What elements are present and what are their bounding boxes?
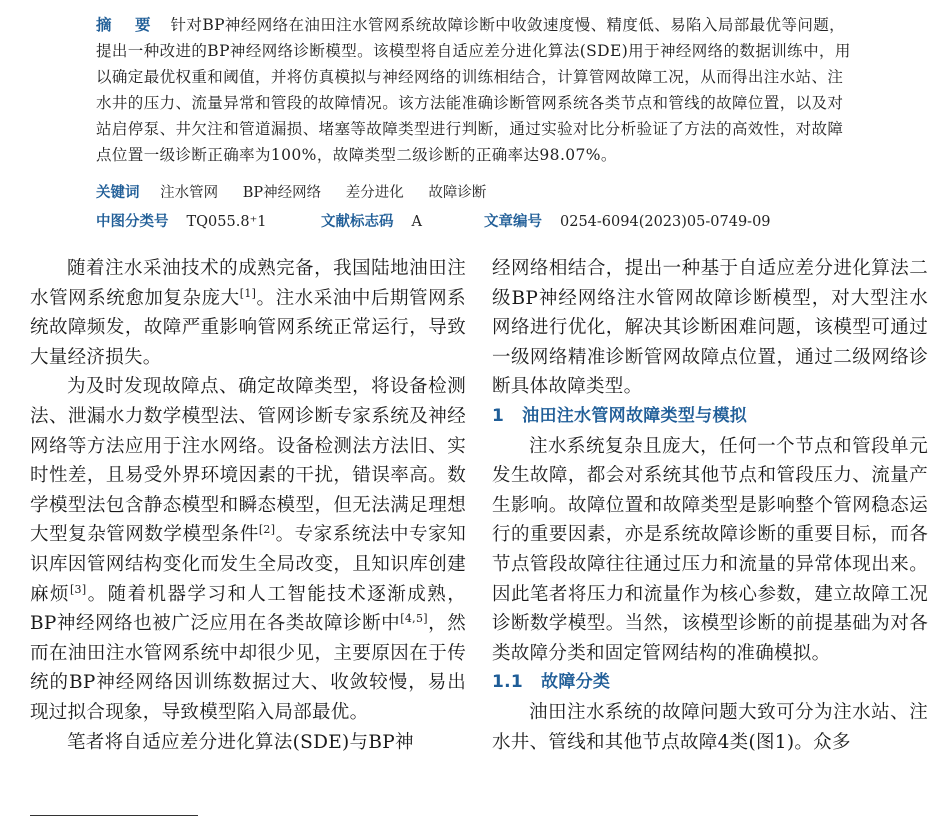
citation: [1]: [239, 286, 257, 300]
citation: [3]: [69, 582, 87, 596]
left-column: [30, 254, 466, 757]
section-title: 油田注水管网故障类型与模拟: [522, 405, 748, 426]
keywords-label: 关键词: [96, 185, 140, 201]
paragraph: 油田注水系统的故障问题大致可分为注水站、注水井、管线和其他节点故障4类(图1)。众多: [492, 701, 928, 753]
article-number-value: 0254-6094(2023)05-0749-09: [560, 214, 771, 230]
doc-code-label: 文献标志码: [321, 214, 394, 230]
doc-code-group: [321, 210, 422, 231]
paragraph: 经网络相结合，提出一种基于自适应差分进化算法二级BP神经网络注水管网故障诊断模型，对大型注水网络进行优化，解决其诊断困难问题，该模型可通过一级网络精准诊断管网故障点位置，通过二级网络诊断具体故障类型。: [492, 258, 928, 398]
right-column: [492, 254, 928, 757]
subsection-heading: [492, 668, 928, 698]
footnote-rule: [30, 815, 198, 816]
clc-label: 中图分类号: [96, 214, 169, 230]
citation: [2]: [258, 523, 276, 537]
keywords: [96, 181, 506, 202]
subsection-title: 故障分类: [541, 672, 611, 693]
paragraph: 随着注水采油技术的成熟完备，我国陆地油田注水管网系统愈加复杂庞大[1]。注水采油中后期管网系统故障频发，故障严重影响管网系统正常运行，导致大量经济损失。: [30, 258, 466, 368]
paragraph: 笔者将自适应差分进化算法(SDE)与BP神: [67, 731, 414, 753]
keyword-item: 注水管网: [160, 185, 219, 201]
section-heading: [492, 402, 928, 432]
article-number-label: 文章编号: [484, 214, 542, 230]
abstract-text: 针对BP神经网络在油田注水管网系统故障诊断中收敛速度慢、精度低、易陷入局部最优等问题，提出一种改进的BP神经网络诊断模型。该模型将自适应差分进化算法(SDE)用于神经网络的数据训练中，用以确定最优权重和阈值，并将仿真模拟与神经网络的训练相结合，计算管网故障工况，从而得出注水站、注水井的压力、流量异常和管段的故障情况。该方法能准确诊断管网系统各类节点和管线的故障位置，以及对站启停泵、井欠注和管道漏损、堵塞等故障类型进行判断，通过实验对比分析验证了方法的高效性，对故障点位置一级诊断正确率为100%，故障类型二级诊断的正确率达98.07%。: [96, 16, 851, 164]
clc-value: TQ055.8⁺1: [186, 214, 267, 230]
abstract-label: 摘 要: [96, 16, 155, 34]
doc-code-value: A: [411, 214, 422, 230]
paragraph: 注水系统复杂且庞大，任何一个节点和管段单元发生故障，都会对系统其他节点和管段压力、流量产生影响。故障位置和故障类型是影响整个管网稳态运行的重要因素，亦是系统故障诊断的重要目标，而各节点管段故障往往通过压力和流量的异常体现出来。因此笔者将压力和流量作为核心参数，建立故障工况诊断数学模型。当然，该模型诊断的前提基础为对各类故障分类和固定管网结构的准确模拟。: [492, 435, 928, 664]
subsection-number: 1.1: [492, 672, 524, 693]
keyword-item: 故障诊断: [428, 185, 487, 201]
keyword-item: BP神经网络: [242, 185, 322, 201]
keyword-item: 差分进化: [345, 185, 404, 201]
clc-group: [96, 210, 266, 231]
article-number-group: [484, 210, 771, 231]
paragraph: 为及时发现故障点、确定故障类型，将设备检测法、泄漏水力数学模型法、管网诊断专家系统及神经网络等方法应用于注水网络。设备检测法方法旧、实时性差，且易受外界环境因素的干扰，错误率高。数学模型法包含静态模型和瞬态模型，但无法满足理想大型复杂管网数学模型条件[2]。专家系统法中专家知识库因管网结构变化而发生全局改变，且知识库创建麻烦[3]。随着机器学习和人工智能技术逐渐成熟，BP神经网络也被广泛应用在各类故障诊断中[4,5]，然而在油田注水管网系统中却很少见，主要原因在于传统的BP神经网络因训练数据过大、收敛较慢，易出现过拟合现象，导致模型陷入局部最优。: [30, 376, 466, 723]
citation: [4,5]: [400, 611, 428, 625]
abstract: [96, 12, 858, 168]
section-number: 1: [492, 405, 505, 426]
